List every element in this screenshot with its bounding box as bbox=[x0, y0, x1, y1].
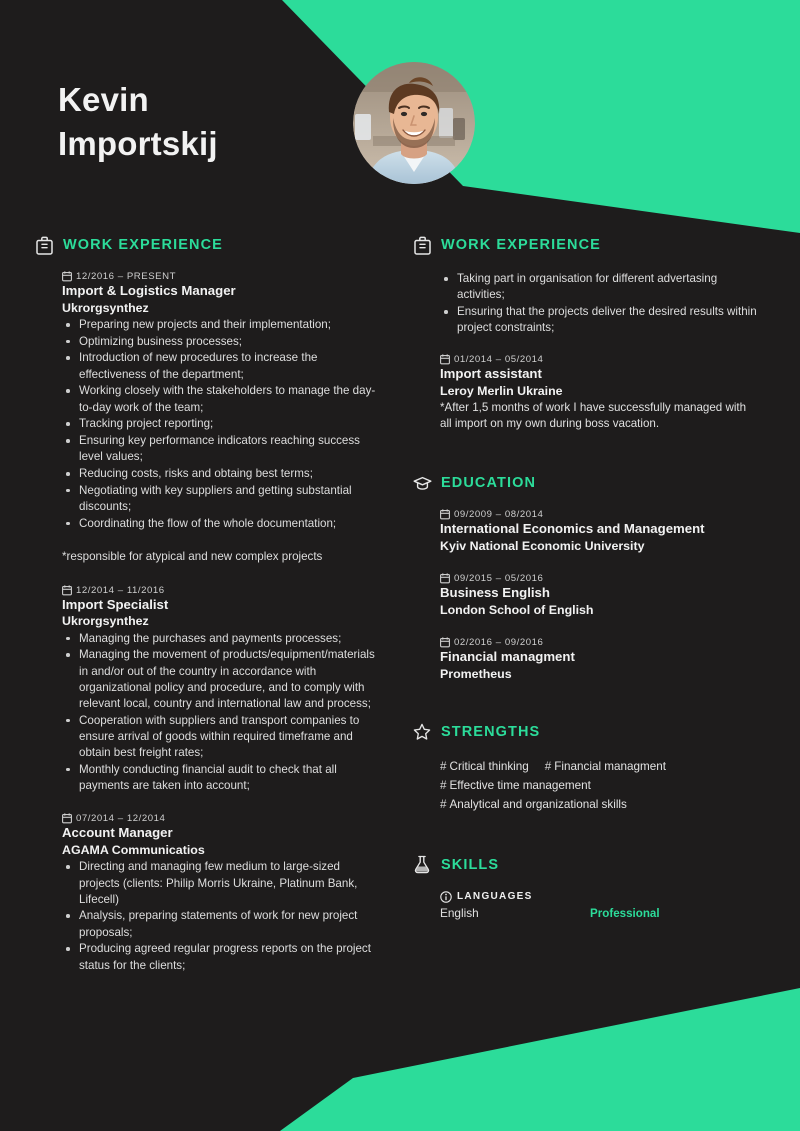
entry-organization: Ukrorgsynthez bbox=[62, 614, 149, 629]
page-title bbox=[58, 78, 318, 165]
entry-organization: Ukrorgsynthez bbox=[62, 300, 149, 315]
right-column bbox=[412, 235, 760, 920]
experience-entry bbox=[62, 813, 382, 974]
avatar bbox=[353, 62, 475, 184]
calendar-icon bbox=[440, 354, 450, 365]
hash-icon: # bbox=[544, 760, 552, 774]
strength-tag bbox=[440, 760, 529, 773]
entry-organization: Leroy Merlin Ukraine bbox=[440, 383, 563, 398]
list-item: Managing the purchases and payments processes; bbox=[62, 631, 382, 647]
right-work-body bbox=[412, 271, 760, 431]
strengths-body bbox=[412, 758, 760, 814]
education-entries bbox=[412, 509, 760, 682]
languages-label: LANGUAGES bbox=[457, 891, 533, 903]
list-item: Coordinating the flow of the whole documentation; bbox=[62, 516, 382, 532]
list-item: Cooperation with suppliers and transport companies to ensure arrival of goods within required timeframe and obtain best freight rates; bbox=[62, 713, 382, 762]
briefcase-icon bbox=[34, 235, 54, 255]
entry-title: Business English bbox=[440, 585, 550, 601]
spacer bbox=[62, 532, 382, 549]
entry-date-row bbox=[62, 585, 382, 596]
section-header-work-experience-right bbox=[412, 235, 760, 255]
spacer bbox=[440, 556, 760, 573]
spacer bbox=[440, 337, 760, 354]
strength-label: Critical thinking bbox=[449, 760, 529, 774]
calendar-icon bbox=[62, 271, 72, 282]
section-title: WORK EXPERIENCE bbox=[63, 237, 223, 253]
first-name: Kevin bbox=[58, 81, 149, 118]
entry-title: Import assistant bbox=[440, 365, 542, 381]
strength-label: Analytical and organizational skills bbox=[449, 797, 627, 811]
entry-note: *After 1,5 months of work I have successfully managed with all import on my own during boss vacation. bbox=[440, 400, 747, 430]
star-icon bbox=[412, 722, 432, 742]
header bbox=[0, 0, 800, 235]
entry-date: 02/2016 – 09/2016 bbox=[454, 637, 544, 649]
entry-date-row bbox=[440, 509, 760, 520]
section-title: STRENGTHS bbox=[441, 724, 541, 741]
entry-date-row bbox=[440, 354, 760, 365]
continued-bullets bbox=[440, 271, 760, 336]
entry-title: Financial managment bbox=[440, 649, 575, 665]
strengths-list bbox=[440, 758, 760, 814]
entry-date: 12/2016 – PRESENT bbox=[76, 271, 177, 282]
entry-date-row bbox=[62, 271, 382, 282]
education-entry bbox=[440, 509, 760, 554]
left-entries bbox=[34, 271, 382, 974]
list-item: Tracking project reporting; bbox=[62, 416, 382, 432]
left-column bbox=[34, 235, 382, 976]
section-header-work-experience-left bbox=[34, 235, 382, 255]
last-name: Importskij bbox=[58, 124, 218, 162]
list-item: Optimizing business processes; bbox=[62, 334, 382, 350]
entry-title: International Economics and Management bbox=[440, 521, 705, 537]
spacer bbox=[412, 684, 760, 722]
calendar-icon bbox=[440, 637, 450, 648]
entry-date: 09/2015 – 05/2016 bbox=[454, 573, 544, 585]
entry-organization: Kyiv National Economic University bbox=[440, 539, 645, 554]
entry-date: 09/2009 – 08/2014 bbox=[454, 509, 544, 521]
list-item: Directing and managing few medium to large-sized projects (clients: Philip Morris Ukraine, Platinum Bank, Lifecell) bbox=[62, 859, 382, 908]
section-header-skills bbox=[412, 855, 760, 875]
entry-date-row bbox=[440, 573, 760, 584]
list-item: Working closely with the stakeholders to manage the day-to-day work of the team; bbox=[62, 383, 382, 415]
languages-header bbox=[440, 891, 760, 903]
entry-title: Import & Logistics Manager bbox=[62, 283, 236, 298]
entry-date: 01/2014 – 05/2014 bbox=[454, 353, 544, 365]
entry-bullets bbox=[62, 317, 382, 532]
graduation-cap-icon bbox=[412, 473, 432, 493]
hash-icon: # bbox=[440, 779, 447, 793]
list-item: Analysis, preparing statements of work for new project proposals; bbox=[62, 908, 382, 940]
entry-organization: Prometheus bbox=[440, 667, 512, 682]
entry-date-row bbox=[62, 813, 382, 824]
section-header-education bbox=[412, 473, 760, 493]
flask-icon bbox=[412, 855, 432, 875]
entry-date: 12/2014 – 11/2016 bbox=[76, 584, 165, 596]
entry-bullets bbox=[62, 859, 382, 974]
section-title: EDUCATION bbox=[441, 475, 537, 492]
experience-entry bbox=[62, 271, 382, 566]
strength-tag bbox=[440, 779, 591, 792]
strength-label: Effective time management bbox=[449, 779, 591, 793]
spacer bbox=[62, 796, 382, 813]
calendar-icon bbox=[440, 509, 450, 520]
skills-body bbox=[412, 891, 760, 920]
spacer bbox=[412, 815, 760, 855]
list-item: Taking part in organisation for different advertasing activities; bbox=[440, 271, 760, 303]
language-level: Professional bbox=[590, 906, 660, 920]
entry-bullets bbox=[62, 631, 382, 795]
spacer bbox=[62, 568, 382, 585]
hash-icon: # bbox=[440, 760, 447, 774]
calendar-icon bbox=[440, 573, 450, 584]
list-item: Ensuring that the projects deliver the desired results within project constraints; bbox=[440, 304, 760, 336]
list-item: Introduction of new procedures to increase the effectiveness of the department; bbox=[62, 350, 382, 382]
language-row bbox=[440, 906, 760, 920]
list-item: Managing the movement of products/equipment/materials in and/or out of the country in accordance with organizational policy and procedure, and to comply with relevant local, country and international law and process; bbox=[62, 647, 382, 712]
calendar-icon bbox=[62, 813, 72, 824]
education-entry bbox=[440, 637, 760, 682]
entry-date-row bbox=[440, 637, 760, 648]
info-icon bbox=[440, 891, 452, 903]
list-item: Producing agreed regular progress reports on the project status for the clients; bbox=[62, 941, 382, 973]
entry-organization: London School of English bbox=[440, 603, 594, 618]
section-title: SKILLS bbox=[441, 856, 500, 873]
hash-icon: # bbox=[440, 797, 447, 811]
list-item: Preparing new projects and their implementation; bbox=[62, 317, 382, 333]
section-header-strengths bbox=[412, 722, 760, 742]
entry-organization: AGAMA Communicatios bbox=[62, 843, 205, 858]
experience-entry bbox=[62, 585, 382, 795]
list-item: Reducing costs, risks and obtaing best terms; bbox=[62, 466, 382, 482]
briefcase-icon bbox=[412, 235, 432, 255]
list-item: Ensuring key performance indicators reaching success level values; bbox=[62, 433, 382, 465]
experience-entry bbox=[440, 354, 760, 432]
entry-title: Account Manager bbox=[62, 825, 173, 841]
list-item: Monthly conducting financial audit to check that all payments are taken into account; bbox=[62, 762, 382, 794]
strength-label: Financial managment bbox=[554, 760, 667, 774]
strength-tag bbox=[440, 798, 627, 811]
list-item: Negotiating with key suppliers and getting substantial discounts; bbox=[62, 483, 382, 515]
entry-title: Import Specialist bbox=[62, 596, 169, 612]
spacer bbox=[440, 620, 760, 637]
calendar-icon bbox=[62, 585, 72, 596]
education-entry bbox=[440, 573, 760, 618]
entry-date: 07/2014 – 12/2014 bbox=[76, 813, 166, 825]
strength-tag bbox=[545, 760, 666, 773]
spacer bbox=[412, 433, 760, 473]
section-title: WORK EXPERIENCE bbox=[441, 237, 601, 253]
language-name: English bbox=[440, 905, 479, 920]
entry-note: *responsible for atypical and new complex projects bbox=[62, 550, 323, 564]
